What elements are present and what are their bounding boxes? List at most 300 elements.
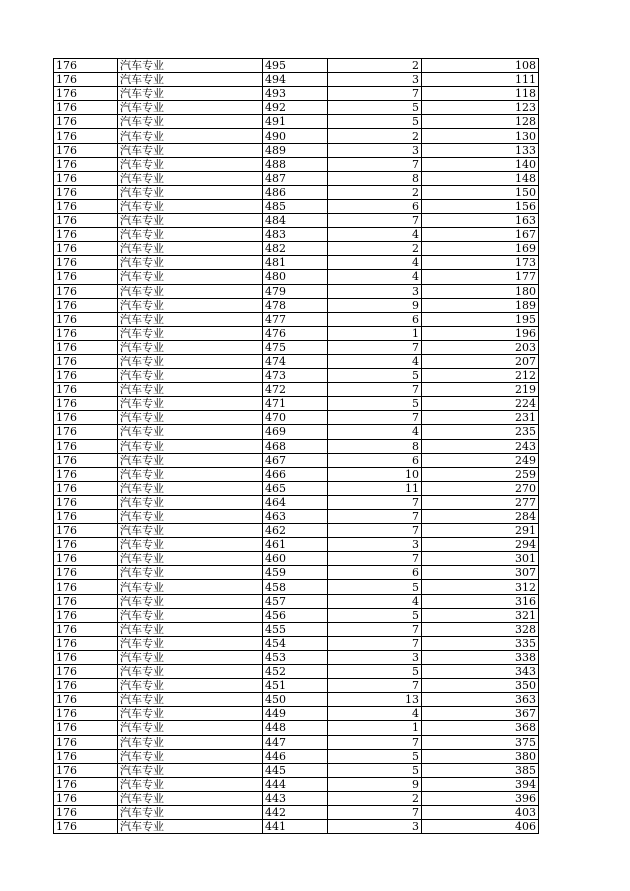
cumulative-cell: 375 [422,735,539,749]
cumulative-cell: 235 [422,425,539,439]
cumulative-cell: 150 [422,185,539,199]
table-row [54,791,539,805]
table-row [54,679,539,693]
code-cell: 176 [54,101,118,115]
cumulative-cell: 403 [422,805,539,819]
major-cell: 汽车专业 [118,326,263,340]
score-cell: 456 [263,608,328,622]
code-cell: 176 [54,157,118,171]
score-cell: 465 [263,481,328,495]
table-row [54,439,539,453]
table-row [54,608,539,622]
major-cell: 汽车专业 [118,721,263,735]
cumulative-cell: 284 [422,510,539,524]
major-cell: 汽车专业 [118,270,263,284]
code-cell: 176 [54,354,118,368]
cumulative-cell: 156 [422,199,539,213]
table-row [54,538,539,552]
score-cell: 459 [263,566,328,580]
code-cell: 176 [54,143,118,157]
cumulative-cell: 140 [422,157,539,171]
cumulative-cell: 321 [422,608,539,622]
count-cell: 13 [328,693,422,707]
score-cell: 454 [263,636,328,650]
major-cell: 汽车专业 [118,481,263,495]
cumulative-cell: 203 [422,340,539,354]
cumulative-cell: 173 [422,256,539,270]
count-cell: 4 [328,707,422,721]
cumulative-cell: 363 [422,693,539,707]
code-cell: 176 [54,199,118,213]
count-cell: 4 [328,270,422,284]
cumulative-cell: 167 [422,228,539,242]
score-cell: 494 [263,73,328,87]
score-cell: 484 [263,214,328,228]
cumulative-cell: 270 [422,481,539,495]
table-row [54,594,539,608]
cumulative-cell: 316 [422,594,539,608]
count-cell: 7 [328,524,422,538]
count-cell: 2 [328,185,422,199]
score-cell: 445 [263,763,328,777]
count-cell: 5 [328,763,422,777]
cumulative-cell: 196 [422,326,539,340]
count-cell: 7 [328,735,422,749]
score-cell: 446 [263,749,328,763]
score-cell: 472 [263,383,328,397]
code-cell: 176 [54,693,118,707]
code-cell: 176 [54,129,118,143]
score-cell: 457 [263,594,328,608]
table-row [54,270,539,284]
table-row [54,369,539,383]
major-cell: 汽车专业 [118,510,263,524]
code-cell: 176 [54,284,118,298]
table-row [54,467,539,481]
table-row [54,552,539,566]
count-cell: 2 [328,129,422,143]
count-cell: 7 [328,157,422,171]
major-cell: 汽车专业 [118,650,263,664]
cumulative-cell: 380 [422,749,539,763]
count-cell: 3 [328,284,422,298]
cumulative-cell: 243 [422,439,539,453]
major-cell: 汽车专业 [118,820,263,834]
code-cell: 176 [54,59,118,73]
cumulative-cell: 367 [422,707,539,721]
code-cell: 176 [54,115,118,129]
major-cell: 汽车专业 [118,524,263,538]
code-cell: 176 [54,369,118,383]
major-cell: 汽车专业 [118,383,263,397]
score-cell: 458 [263,580,328,594]
cumulative-cell: 180 [422,284,539,298]
code-cell: 176 [54,524,118,538]
score-cell: 452 [263,665,328,679]
table-row [54,256,539,270]
code-cell: 176 [54,397,118,411]
count-cell: 4 [328,228,422,242]
count-cell: 7 [328,510,422,524]
code-cell: 176 [54,439,118,453]
code-cell: 176 [54,636,118,650]
count-cell: 6 [328,199,422,213]
major-cell: 汽车专业 [118,467,263,481]
cumulative-cell: 385 [422,763,539,777]
major-cell: 汽车专业 [118,143,263,157]
score-cell: 477 [263,312,328,326]
major-cell: 汽车专业 [118,312,263,326]
score-cell: 480 [263,270,328,284]
cumulative-cell: 312 [422,580,539,594]
score-cell: 463 [263,510,328,524]
count-cell: 5 [328,115,422,129]
code-cell: 176 [54,73,118,87]
count-cell: 6 [328,566,422,580]
score-cell: 495 [263,59,328,73]
score-cell: 493 [263,87,328,101]
count-cell: 4 [328,256,422,270]
cumulative-cell: 123 [422,101,539,115]
count-cell: 7 [328,552,422,566]
score-cell: 460 [263,552,328,566]
code-cell: 176 [54,805,118,819]
score-cell: 442 [263,805,328,819]
count-cell: 2 [328,59,422,73]
major-cell: 汽车专业 [118,594,263,608]
table-row [54,199,539,213]
table-row [54,312,539,326]
table-row [54,495,539,509]
score-cell: 492 [263,101,328,115]
count-cell: 7 [328,622,422,636]
score-cell: 461 [263,538,328,552]
table-row [54,411,539,425]
table-row [54,425,539,439]
code-cell: 176 [54,721,118,735]
code-cell: 176 [54,185,118,199]
score-cell: 441 [263,820,328,834]
count-cell: 7 [328,495,422,509]
major-cell: 汽车专业 [118,735,263,749]
cumulative-cell: 291 [422,524,539,538]
table-row [54,650,539,664]
score-cell: 453 [263,650,328,664]
cumulative-cell: 307 [422,566,539,580]
count-cell: 5 [328,608,422,622]
code-cell: 176 [54,679,118,693]
table-row [54,101,539,115]
code-cell: 176 [54,650,118,664]
score-cell: 468 [263,439,328,453]
score-cell: 486 [263,185,328,199]
major-cell: 汽车专业 [118,354,263,368]
major-cell: 汽车专业 [118,777,263,791]
code-cell: 176 [54,777,118,791]
count-cell: 7 [328,805,422,819]
major-cell: 汽车专业 [118,411,263,425]
score-cell: 478 [263,298,328,312]
major-cell: 汽车专业 [118,665,263,679]
table-row [54,59,539,73]
major-cell: 汽车专业 [118,171,263,185]
cumulative-cell: 343 [422,665,539,679]
table-row [54,735,539,749]
score-cell: 474 [263,354,328,368]
cumulative-cell: 169 [422,242,539,256]
code-cell: 176 [54,411,118,425]
score-cell: 470 [263,411,328,425]
count-cell: 7 [328,679,422,693]
score-cell: 447 [263,735,328,749]
major-cell: 汽车专业 [118,284,263,298]
code-cell: 176 [54,425,118,439]
cumulative-cell: 212 [422,369,539,383]
score-cell: 489 [263,143,328,157]
score-cell: 443 [263,791,328,805]
major-cell: 汽车专业 [118,608,263,622]
table-row [54,580,539,594]
code-cell: 176 [54,383,118,397]
score-table [53,58,539,834]
count-cell: 4 [328,354,422,368]
code-cell: 176 [54,87,118,101]
count-cell: 6 [328,453,422,467]
major-cell: 汽车专业 [118,115,263,129]
score-cell: 491 [263,115,328,129]
code-cell: 176 [54,707,118,721]
cumulative-cell: 128 [422,115,539,129]
count-cell: 5 [328,580,422,594]
major-cell: 汽车专业 [118,749,263,763]
cumulative-cell: 195 [422,312,539,326]
major-cell: 汽车专业 [118,340,263,354]
count-cell: 7 [328,214,422,228]
table-row [54,326,539,340]
code-cell: 176 [54,594,118,608]
table-row [54,566,539,580]
score-cell: 490 [263,129,328,143]
count-cell: 7 [328,340,422,354]
count-cell: 3 [328,650,422,664]
score-cell: 449 [263,707,328,721]
score-cell: 466 [263,467,328,481]
major-cell: 汽车专业 [118,214,263,228]
cumulative-cell: 277 [422,495,539,509]
count-cell: 11 [328,481,422,495]
count-cell: 9 [328,298,422,312]
major-cell: 汽车专业 [118,87,263,101]
score-cell: 483 [263,228,328,242]
table-row [54,73,539,87]
code-cell: 176 [54,763,118,777]
cumulative-cell: 130 [422,129,539,143]
table-row [54,721,539,735]
table-row [54,185,539,199]
code-cell: 176 [54,622,118,636]
major-cell: 汽车专业 [118,369,263,383]
cumulative-cell: 108 [422,59,539,73]
table-row [54,87,539,101]
major-cell: 汽车专业 [118,157,263,171]
table-row [54,340,539,354]
code-cell: 176 [54,566,118,580]
cumulative-cell: 133 [422,143,539,157]
score-cell: 475 [263,340,328,354]
table-row [54,763,539,777]
table-row [54,242,539,256]
count-cell: 8 [328,171,422,185]
score-cell: 444 [263,777,328,791]
score-cell: 476 [263,326,328,340]
score-table-body [54,59,539,834]
score-cell: 448 [263,721,328,735]
major-cell: 汽车专业 [118,101,263,115]
major-cell: 汽车专业 [118,397,263,411]
count-cell: 3 [328,538,422,552]
cumulative-cell: 350 [422,679,539,693]
table-row [54,820,539,834]
score-cell: 451 [263,679,328,693]
cumulative-cell: 328 [422,622,539,636]
code-cell: 176 [54,228,118,242]
cumulative-cell: 148 [422,171,539,185]
major-cell: 汽车专业 [118,439,263,453]
major-cell: 汽车专业 [118,693,263,707]
count-cell: 3 [328,73,422,87]
code-cell: 176 [54,608,118,622]
cumulative-cell: 224 [422,397,539,411]
cumulative-cell: 219 [422,383,539,397]
major-cell: 汽车专业 [118,242,263,256]
code-cell: 176 [54,665,118,679]
code-cell: 176 [54,467,118,481]
code-cell: 176 [54,214,118,228]
table-row [54,284,539,298]
cumulative-cell: 338 [422,650,539,664]
score-cell: 467 [263,453,328,467]
score-cell: 487 [263,171,328,185]
count-cell: 1 [328,721,422,735]
code-cell: 176 [54,312,118,326]
major-cell: 汽车专业 [118,129,263,143]
code-cell: 176 [54,481,118,495]
score-cell: 479 [263,284,328,298]
table-row [54,693,539,707]
major-cell: 汽车专业 [118,199,263,213]
count-cell: 10 [328,467,422,481]
table-row [54,622,539,636]
code-cell: 176 [54,298,118,312]
cumulative-cell: 406 [422,820,539,834]
table-row [54,214,539,228]
score-cell: 481 [263,256,328,270]
major-cell: 汽车专业 [118,59,263,73]
cumulative-cell: 294 [422,538,539,552]
major-cell: 汽车专业 [118,552,263,566]
table-row [54,524,539,538]
major-cell: 汽车专业 [118,538,263,552]
major-cell: 汽车专业 [118,805,263,819]
table-row [54,707,539,721]
major-cell: 汽车专业 [118,622,263,636]
major-cell: 汽车专业 [118,679,263,693]
code-cell: 176 [54,538,118,552]
major-cell: 汽车专业 [118,73,263,87]
count-cell: 7 [328,636,422,650]
count-cell: 2 [328,242,422,256]
table-row [54,129,539,143]
score-cell: 455 [263,622,328,636]
cumulative-cell: 368 [422,721,539,735]
code-cell: 176 [54,510,118,524]
count-cell: 3 [328,820,422,834]
cumulative-cell: 396 [422,791,539,805]
table-row [54,298,539,312]
code-cell: 176 [54,242,118,256]
count-cell: 9 [328,777,422,791]
code-cell: 176 [54,735,118,749]
count-cell: 2 [328,791,422,805]
cumulative-cell: 163 [422,214,539,228]
score-cell: 469 [263,425,328,439]
count-cell: 5 [328,749,422,763]
count-cell: 5 [328,101,422,115]
count-cell: 4 [328,594,422,608]
major-cell: 汽车专业 [118,636,263,650]
count-cell: 8 [328,439,422,453]
score-cell: 482 [263,242,328,256]
count-cell: 3 [328,143,422,157]
table-row [54,354,539,368]
code-cell: 176 [54,171,118,185]
cumulative-cell: 301 [422,552,539,566]
cumulative-cell: 207 [422,354,539,368]
major-cell: 汽车专业 [118,298,263,312]
table-row [54,749,539,763]
major-cell: 汽车专业 [118,791,263,805]
count-cell: 7 [328,411,422,425]
table-row [54,383,539,397]
count-cell: 7 [328,87,422,101]
table-row [54,397,539,411]
code-cell: 176 [54,256,118,270]
table-row [54,115,539,129]
count-cell: 5 [328,397,422,411]
score-cell: 450 [263,693,328,707]
score-cell: 464 [263,495,328,509]
table-row [54,481,539,495]
code-cell: 176 [54,326,118,340]
code-cell: 176 [54,270,118,284]
table-row [54,805,539,819]
cumulative-cell: 259 [422,467,539,481]
cumulative-cell: 177 [422,270,539,284]
cumulative-cell: 394 [422,777,539,791]
major-cell: 汽车专业 [118,256,263,270]
table-row [54,636,539,650]
score-cell: 485 [263,199,328,213]
count-cell: 6 [328,312,422,326]
cumulative-cell: 335 [422,636,539,650]
code-cell: 176 [54,552,118,566]
count-cell: 1 [328,326,422,340]
code-cell: 176 [54,580,118,594]
major-cell: 汽车专业 [118,566,263,580]
table-row [54,228,539,242]
table-row [54,171,539,185]
code-cell: 176 [54,749,118,763]
